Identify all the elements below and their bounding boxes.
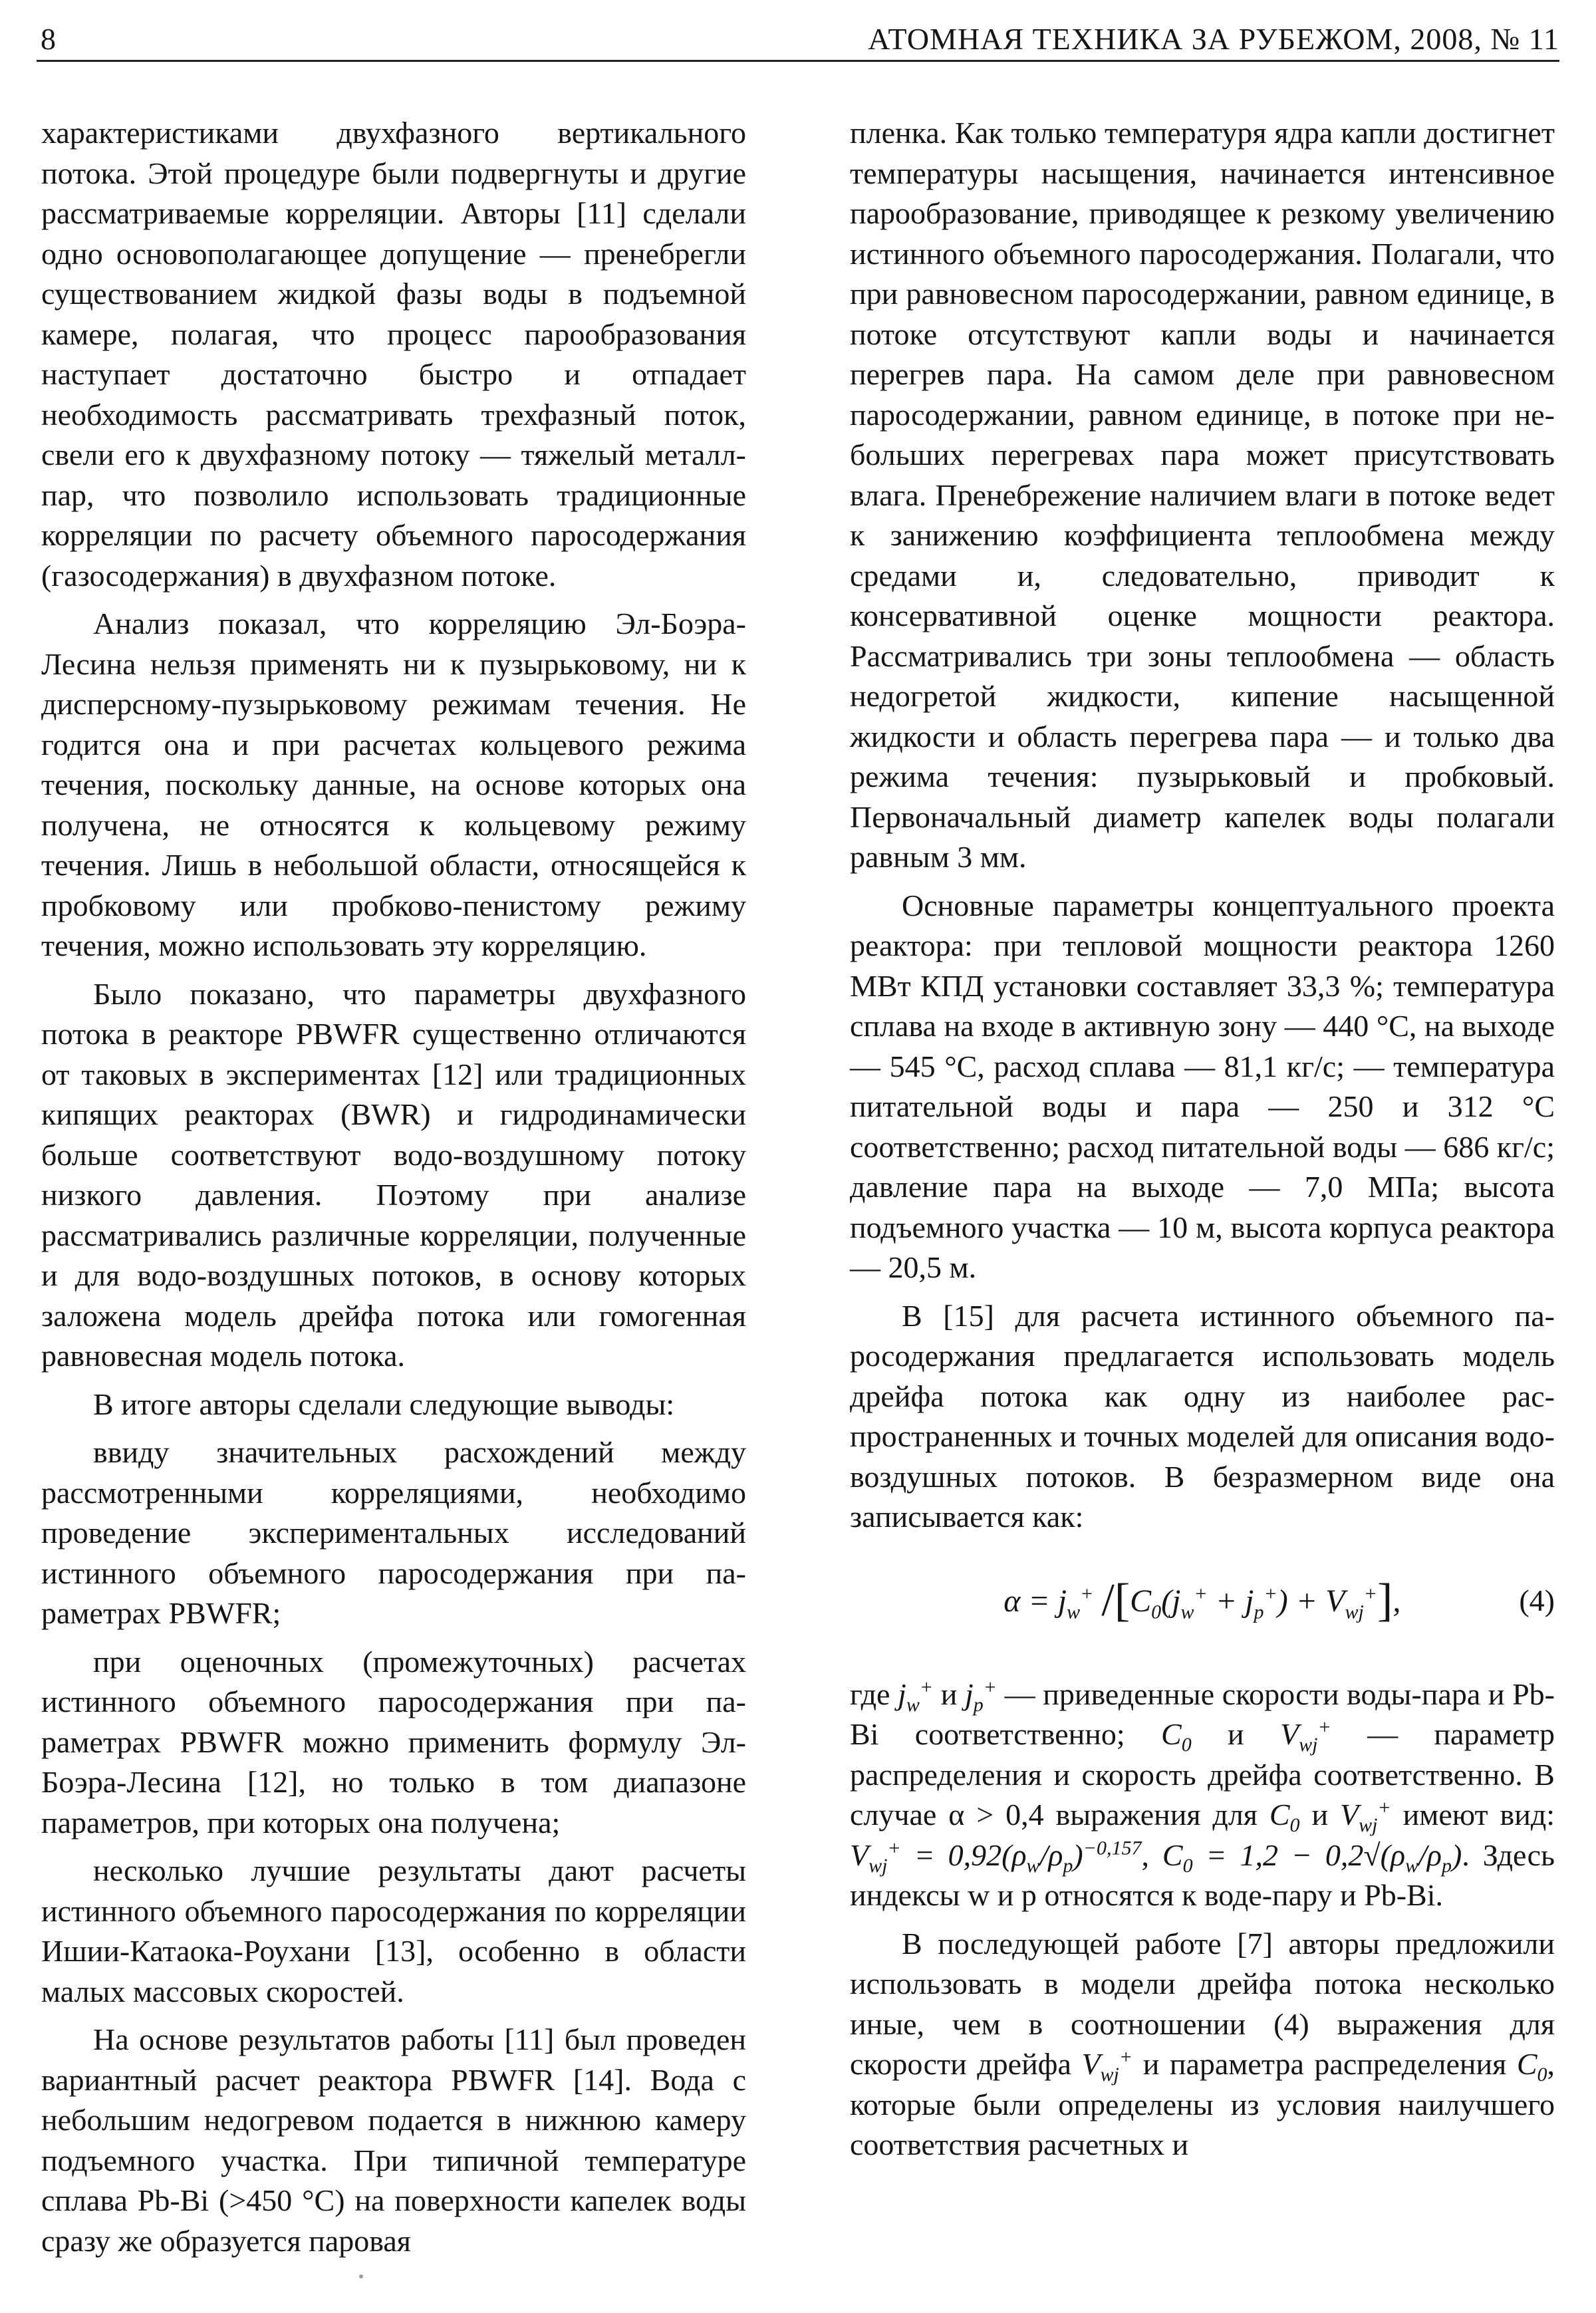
paragraph: характеристиками двухфазного вертикального потока. Этой процедуре были подвергнуты и другие рассматриваемые корреляции. Авторы [11] сделали одно основополагающее допущение — пренебрегли существованием жидкой фазы воды в подъемной камере, полагая, что процесс парообразования наступает достаточно быстро и отпадает необходимость рассматривать трехфазный поток, свели его к двухфазному потоку — тяжелый металл-пар, что позволило использовать традиционные корреляции по расчету объемного паросодержания (газосодержания) в двухфазном потоке. <box>41 116 746 593</box>
paragraph: Анализ показал, что корреляцию Эл-Боэра-Лесина нельзя применять ни к пузырьковому, ни к дисперсному-пузырьковому режимам течения. Не годится она и при расчетах кольцевого режима течения, поскольку данные, на основе которых она получена, не относятся к кольцевому режиму течения. Лишь в небольшой области, относящейся к пробковому или пробково-пенистому режиму течения, можно использовать эту корреляцию. <box>41 607 746 962</box>
header-rule <box>37 60 1559 62</box>
equation-4 <box>850 1568 1555 1635</box>
left-column <box>41 113 746 2269</box>
paragraph: где $j_w^+$ и $j_p^+$ — приведенные скорости воды-пара и Pb-Bi соответственно; $C_0$ и $V_{wj}^+$ — параметр распределения и скорость дрейфа соответственно. В случае α > 0,4 выражения для $C_0$ и $V_{wj}^+$ имеют вид: $V_{wj}^+ = 0,92(\rho_w/\rho_p)^{-0,157}$, $C_0 = 1,2 - 0,2√(\rho_w/\rho_p)$. Здесь индексы w и p относятся к воде-пару и Pb-Bi. <box>850 1676 1555 1912</box>
journal-title: АТОМНАЯ ТЕХНИКА ЗА РУБЕЖОМ, 2008, № 11 <box>868 22 1559 56</box>
page-number: 8 <box>41 22 56 56</box>
page-header <box>37 15 1559 61</box>
right-column <box>850 113 1555 2173</box>
equation-number: (4) <box>1519 1583 1555 1618</box>
paragraph: В итоге авторы сделали следующие выводы: <box>93 1387 675 1421</box>
paragraph: ввиду значительных расхождений между рассмотренными корреляциями, необходимо проведение экспериментальных исследований истинного объемного паросодержания при параметрах PBWFR; <box>41 1435 746 1630</box>
paragraph: В [15] для расчета истинного объемного паросодержания предлагается использовать модель дрейфа потока как одну из наиболее распространенных и точных моделей для описания водо-воздушных потоков. В безразмерном виде она записывается как: <box>850 1298 1555 1534</box>
scan-speck <box>359 2274 363 2278</box>
paragraph: при оценочных (промежуточных) расчетах истинного объемного паросодержания при параметрах PBWFR можно применить формулу Эл-Боэра-Лесина [12], но только в том диапазоне параметров, при которых она получена; <box>41 1644 746 1839</box>
paragraph: Было показано, что параметры двухфазного потока в реакторе PBWFR существенно отличаются от таковых в экспериментах [12] или традиционных кипящих реакторах (BWR) и гидродинамически больше соответствуют водо-воздушному потоку низкого давления. Поэтому при анализе рассматривались различные корреляции, полученные и для водо-воздушных потоков, в основу которых заложена модель дрейфа потока или гомогенная равновесная модель потока. <box>41 976 746 1373</box>
paragraph: несколько лучшие результаты дают расчеты истинного объемного паросодержания по корреляции Ишии-Катаока-Роухани [13], особенно в области малых массовых скоростей. <box>41 1853 746 2008</box>
drift-flux-formula: $\alpha = j_w^+$ $/[C_0(j_w^+ + j_p^+) + V_{wj}^+]$, <box>1003 1574 1401 1626</box>
paragraph: На основе результатов работы [11] был проведен вариантный расчет реактора PBWFR [14]. Вода с небольшим недогревом подается в нижнюю камеру подъемного участка. При типичной температуре сплава Pb-Bi (>450 °С) на поверхности капелек воды сразу же образуется паровая <box>41 2022 746 2258</box>
paragraph: пленка. Как только температуря ядра капли достигнет температуры насыщения, начинается интенсивное парообразование, приводящее к резкому увеличению истинного объемного паросодержания. Полагали, что при равновесном паросодержании, равном единице, в потоке отсутствуют капли воды и начинается перегрев пара. На самом деле при равновесном паросодержании, равном единице, в потоке при небольших перегревах пара может присутствовать влага. Пренебрежение наличием влаги в потоке ведет к занижению коэффициента теплообмена между средами и, следовательно, приводит к консервативной оценке мощности реактора. Рассматривались три зоны теплообмена — область недогретой жидкости, кипение насыщенной жидкости и область перегрева пара — и только два режима течения: пузырьковый и пробковый. Первоначальный диаметр капелек воды полагали равным 3 мм. <box>850 116 1555 874</box>
paragraph: В последующей работе [7] авторы предложили использовать в модели дрейфа потока несколько иные, чем в соотношении (4) выражения для скорости дрейфа $V_{wj}^+$ и параметра распределения $C_0$, которые были определены из условия наилучшего соответствия расчетных и <box>850 1926 1555 2161</box>
paragraph: Основные параметры концептуального проекта реактора: при тепловой мощности реактора 1260 МВт КПД установки составляет 33,3 %; температура сплава на входе в активную зону — 440 °С, на выходе — 545 °С, расход сплава — 81,1 кг/с; — температура питательной воды и пара — 250 и 312 °С соответственно; расход питательной воды — 686 кг/с; давление пара на выходе — 7,0 МПа; высота подъемного участка — 10 м, высота корпуса реактора — 20,5 м. <box>850 888 1555 1284</box>
